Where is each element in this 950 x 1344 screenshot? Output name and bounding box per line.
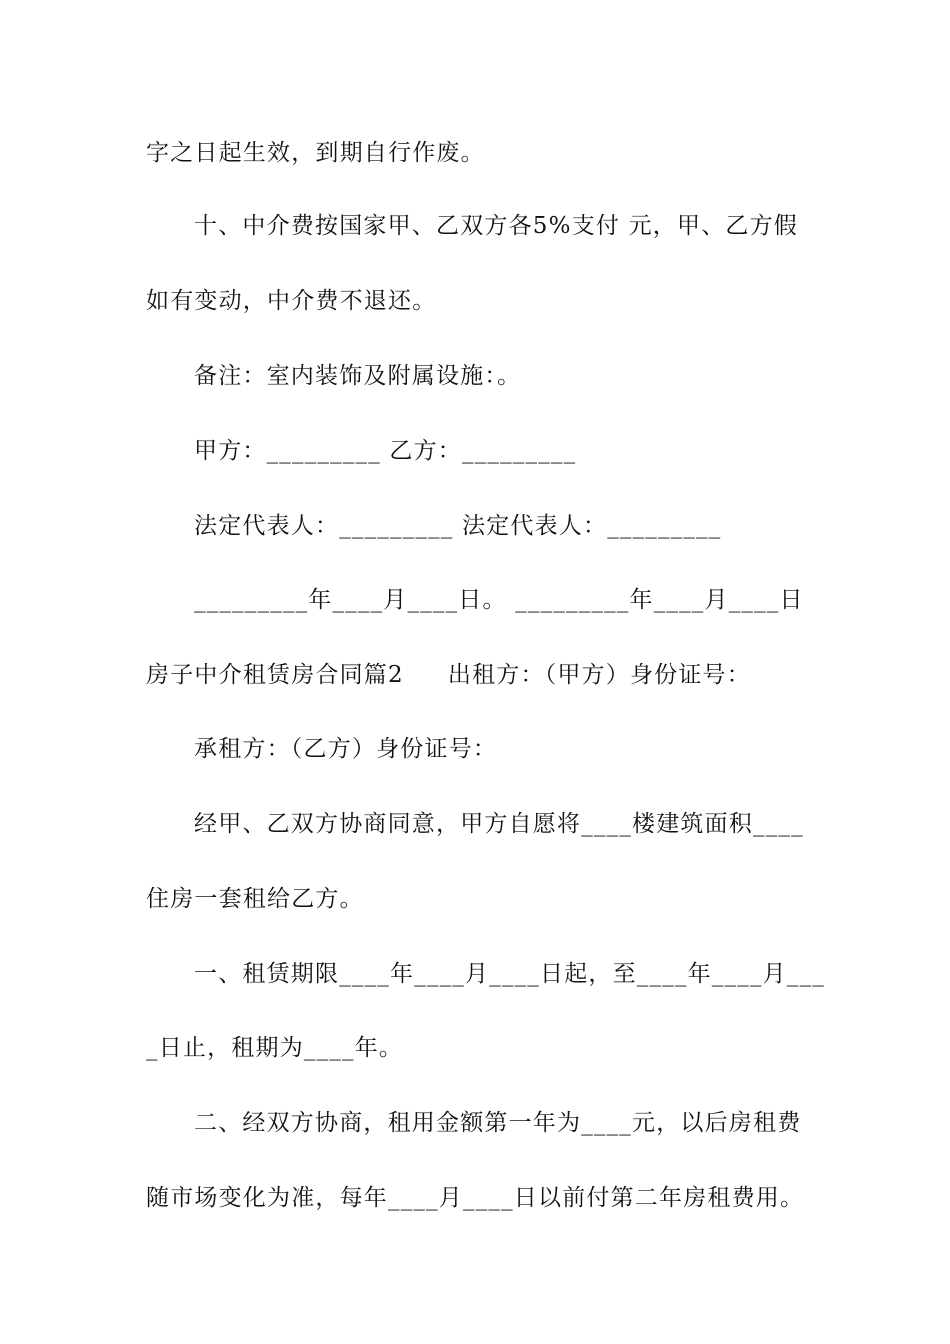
paragraph-line: 承租方：（乙方）身份证号： (194, 736, 498, 762)
paragraph-line: 住房一套租给乙方。 (146, 886, 364, 912)
lessor-id-label: 出租方：（甲方）身份证号： (447, 662, 751, 688)
signature-line: 甲方：_________ 乙方：_________ (194, 438, 577, 464)
paragraph-line: 随市场变化为准，每年____月____日以前付第二年房租费用。 (146, 1185, 805, 1211)
paragraph-line: 经甲、乙双方协商同意，甲方自愿将____楼建筑面积____ (194, 811, 804, 837)
date-line: _________年____月____日。 _________年____月____日 (194, 587, 804, 613)
section-heading-line (146, 655, 816, 695)
paragraph-line: 二、经双方协商，租用金额第一年为____元，以后房租费 (194, 1110, 802, 1136)
section-title: 房子中介租赁房合同篇2 (146, 662, 404, 688)
paragraph-line: 一、租赁期限____年____月____日起，至____年____月___ (194, 961, 825, 987)
paragraph-line: _日止，租期为____年。 (146, 1035, 404, 1061)
paragraph-line: 字之日起生效，到期自行作废。 (146, 140, 485, 166)
paragraph-line: 备注：室内装饰及附属设施：。 (194, 363, 522, 389)
paragraph-line: 十、中介费按国家甲、乙双方各5%支付 元，甲、乙方假 (194, 213, 798, 239)
signature-line: 法定代表人：_________ 法定代表人：_________ (194, 513, 722, 539)
paragraph-line: 如有变动，中介费不退还。 (146, 288, 437, 314)
